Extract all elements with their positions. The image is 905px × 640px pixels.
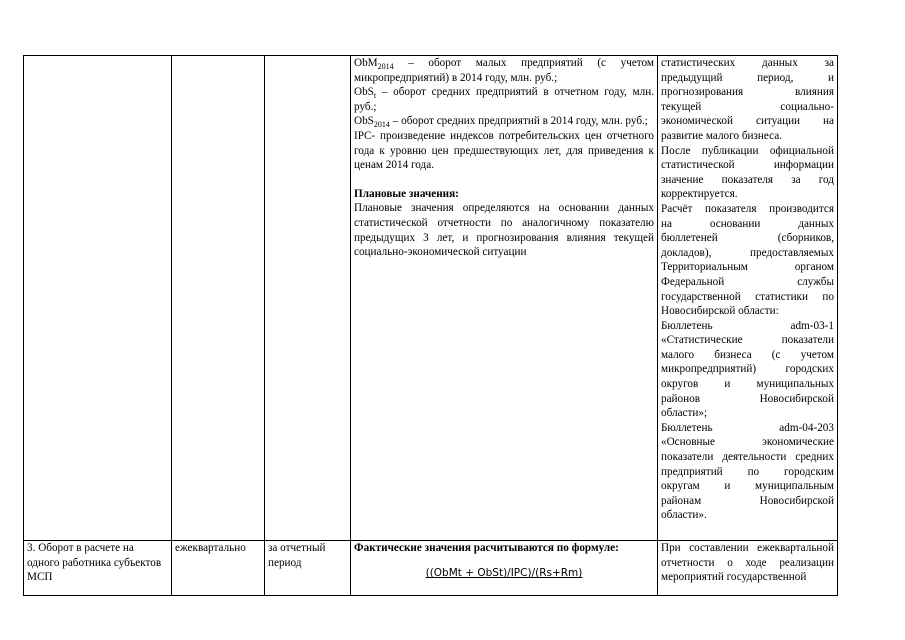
source-line: Федеральной службы	[661, 275, 834, 288]
source-line: Расчёт показателя производится	[661, 202, 834, 215]
source-cell	[658, 541, 838, 596]
source-line: округам и муниципальным	[661, 480, 834, 493]
plan-heading: Плановые значения:	[354, 187, 459, 200]
definition-symbol: ObS	[354, 86, 374, 99]
definition-item	[354, 114, 654, 129]
source-line: районам Новосибирской	[661, 494, 834, 507]
source-text: При составлении ежеквартальной отчетности о ходе реализации мероприятий государственной	[661, 542, 834, 584]
frequency-cell	[172, 56, 265, 541]
source-line: округов и муниципальных	[661, 378, 834, 391]
source-line: предыдущий период, и	[661, 71, 834, 84]
definition-symbol: IPC	[354, 129, 372, 142]
source-line: малого бизнеса (с учетом	[661, 348, 834, 361]
period-cell	[265, 541, 351, 596]
source-line: показатели деятельности средних	[661, 451, 834, 464]
source-line: статистической информации	[661, 159, 834, 172]
source-line: области».	[661, 509, 707, 522]
source-line: Бюллетень adm-03-1	[661, 319, 834, 332]
source-text	[661, 56, 834, 523]
source-line: Новосибирской области:	[661, 305, 779, 318]
definition-text: – оборот малых предприятий (с учетом микропредприятий) в 2014 году, млн. руб.;	[354, 57, 654, 84]
source-line: текущей социально-	[661, 100, 834, 113]
source-line: Бюллетень adm-04-203	[661, 421, 834, 434]
source-line: докладов), предоставляемых	[661, 246, 834, 259]
source-cell	[658, 56, 838, 541]
definition-item	[354, 56, 654, 85]
method-cell	[351, 541, 658, 596]
indicator-name-cell	[24, 56, 172, 541]
source-line: «Статистические показатели	[661, 334, 834, 347]
source-line: государственной статистики по	[661, 290, 834, 303]
source-line: «Основные экономические	[661, 436, 834, 449]
plan-text: Плановые значения определяются на основании данных статистической отчетности по аналогичному показателю предыдущих 3 лет, и прогнозирования влияния текущей социально-экономической ситуации	[354, 202, 654, 259]
source-line: микропредприятий) городских	[661, 363, 834, 376]
definition-subscript: 2014	[373, 120, 390, 130]
definition-text: - произведение индексов потребительских цен отчетного года к уровню цен предшествующих лет, для приведения к ценам 2014 года.	[354, 129, 654, 172]
source-line: районов Новосибирской	[661, 392, 834, 405]
definition-item	[354, 85, 654, 114]
table-row	[24, 56, 838, 541]
source-line: корректируется.	[661, 188, 738, 201]
source-line: на основании данных	[661, 217, 834, 230]
indicator-name-cell	[24, 541, 172, 596]
definitions-list	[354, 56, 654, 173]
indicator-name: 3. Оборот в расчете на одного работника субъектов МСП	[27, 542, 162, 584]
source-line: предприятий по городским	[661, 465, 834, 478]
fact-heading: Фактические значения расчитываются по формуле:	[354, 542, 619, 554]
method-cell	[351, 56, 658, 541]
source-line: Территориальным органом	[661, 261, 834, 274]
period-value: за отчетный период	[268, 542, 326, 569]
definition-subscript: 2014	[377, 62, 394, 72]
source-line: развитие малого бизнеса.	[661, 129, 783, 142]
source-line: статистических данных за	[661, 57, 834, 69]
definition-symbol: ObS	[354, 115, 374, 128]
definition-symbol: ObM	[354, 57, 378, 69]
source-line: экономической ситуации на	[661, 115, 834, 128]
definition-item	[354, 129, 654, 173]
source-line: прогнозирования влияния	[661, 86, 834, 99]
frequency-cell	[172, 541, 265, 596]
source-line: бюллетеней (сборников,	[661, 232, 834, 245]
frequency-value: ежеквартально	[175, 542, 246, 554]
calculation-formula: ((ObMt + ObSt)/IPC)/(Rs+Rm)	[425, 567, 583, 580]
table-row	[24, 541, 838, 596]
definition-text: – оборот средних предприятий в 2014 году, млн. руб.;	[389, 115, 648, 128]
definition-subscript: t	[373, 91, 377, 101]
indicator-table	[23, 55, 838, 596]
definition-text: – оборот средних предприятий в отчетном году, млн. руб.;	[354, 86, 654, 113]
source-line: После публикации официальной	[661, 144, 834, 157]
source-line: значение показателя за год	[661, 173, 834, 186]
period-cell	[265, 56, 351, 541]
source-line: области»;	[661, 407, 708, 420]
